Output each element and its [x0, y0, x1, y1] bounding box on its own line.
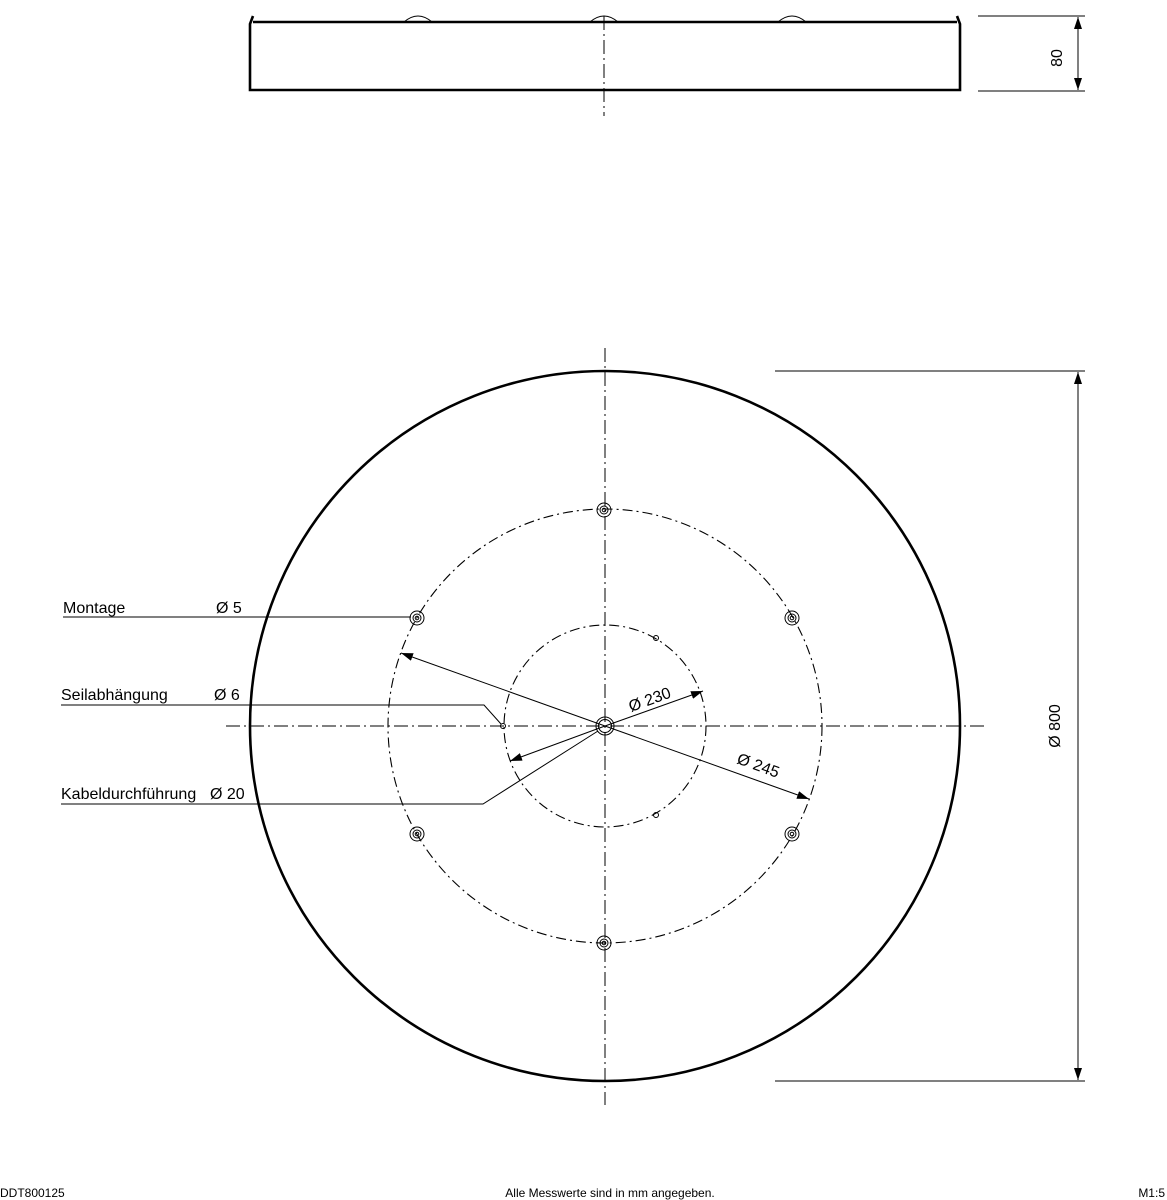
document-code: DDT800125: [0, 1186, 65, 1200]
mounting-hole-upper-right: [785, 611, 799, 625]
pcd-245-dimension-line-right: [605, 726, 809, 799]
pcd-230-dimension-line-lower: [510, 726, 605, 761]
mounting-hole-top: [597, 503, 611, 517]
callout-seilabhaengung-label: Seilabhängung: [61, 687, 168, 704]
footer: [0, 1186, 1165, 1200]
callout-seilabhaengung-diameter: Ø 6: [214, 687, 240, 704]
callout-kabeldurchfuehrung-diameter: Ø 20: [210, 786, 245, 803]
mounting-hole-lower-right: [785, 827, 799, 841]
pcd-230-label: Ø 230: [626, 684, 674, 716]
callout-seilabhaengung-leader: [61, 705, 501, 724]
pcd-245-label: Ø 245: [734, 750, 782, 782]
pcd-245-dimension-line-left: [401, 653, 605, 726]
side-view: [250, 16, 1085, 116]
scale-label: M1:5: [1138, 1186, 1165, 1200]
callout-montage-label: Montage: [63, 600, 126, 617]
callout-kabeldurchfuehrung-label: Kabeldurchführung: [61, 786, 197, 803]
height-dimension-label: 80: [1049, 49, 1066, 67]
callouts: [61, 600, 598, 804]
callout-montage-diameter: Ø 5: [216, 600, 242, 617]
top-view: [226, 348, 1085, 1105]
outer-diameter-label: Ø 800: [1047, 704, 1064, 748]
side-view-outline: [250, 16, 960, 90]
units-note: Alle Messwerte sind in mm angegeben.: [505, 1186, 715, 1200]
